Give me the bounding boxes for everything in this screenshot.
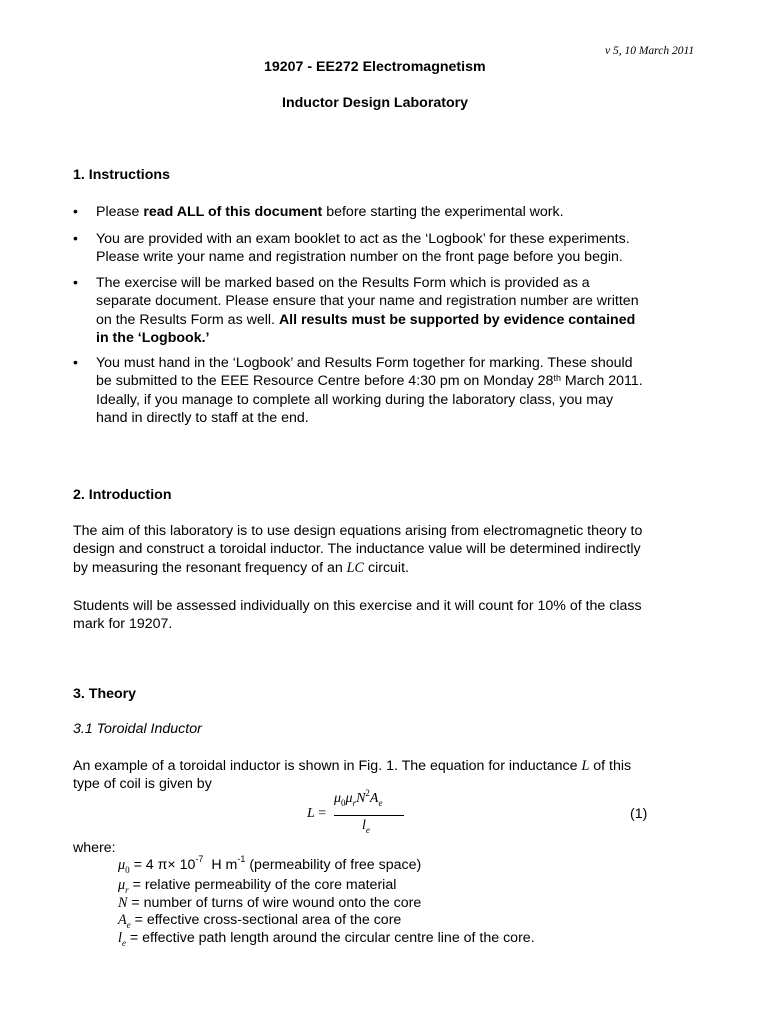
bullet-3-line xyxy=(96,311,706,329)
ae-description: = effective cross-sectional area of the core xyxy=(134,912,402,928)
bullet-2-line: Please write your name and registration number on the front page before you begin. xyxy=(96,249,623,266)
mu0-unit: H m xyxy=(211,857,238,873)
bullet-4-line: Ideally, if you manage to complete all working during the laboratory class, you may xyxy=(96,391,614,408)
n-description: = number of turns of wire wound onto the core xyxy=(131,895,422,911)
definition-mu0: $\mu_0 = 4$ $\pi\times 10^{-7}$ H $m^{-1}$ (permeability of free space) xyxy=(118,854,422,875)
section-heading-instructions: 1. Instructions xyxy=(73,167,170,183)
equation-numerator: $\mu_0\mu_rN^2A_e$ xyxy=(334,788,383,808)
section-heading-introduction: 2. Introduction xyxy=(73,487,172,503)
bullet-marker: • xyxy=(73,354,78,370)
intro-line: Students will be assessed individually on this exercise and it will count for 10% of the class xyxy=(73,598,642,614)
subsection-heading-toroidal-inductor: 3.1 Toroidal Inductor xyxy=(73,721,202,737)
introduction-paragraph-2 xyxy=(73,597,707,634)
bullet-4-line2-post: March 2011. xyxy=(560,373,643,390)
equation-denominator: $l_e$ xyxy=(362,818,370,835)
bullet-3-line4-bold: in the ‘Logbook.’ xyxy=(96,330,210,347)
intro-line3-post: circuit. xyxy=(364,559,409,576)
lc-symbol: LC xyxy=(346,559,365,576)
bullet-1-text-pre: Please xyxy=(96,204,144,220)
section-heading-theory: 3. Theory xyxy=(73,686,137,702)
fraction-bar xyxy=(334,815,404,816)
course-title: 19207 - EE272 Electromagnetism xyxy=(264,59,486,75)
lab-title: Inductor Design Laboratory xyxy=(282,95,469,111)
mur-description: = relative permeability of the core material xyxy=(132,877,397,893)
bullet-4-line2-pre: be submitted to the EEE Resource Centre before 4:30 pm on Monday 28 xyxy=(96,373,554,390)
theory-line xyxy=(73,757,707,775)
bullet-marker: • xyxy=(73,203,78,219)
definition-mur: $\mu_r$ = relative permeability of the core material xyxy=(118,877,397,895)
bullet-4-line: hand in directly to staff at the end. xyxy=(96,410,309,427)
bullet-marker: • xyxy=(73,274,78,290)
intro-line: mark for 19207. xyxy=(73,616,173,633)
instruction-bullet-4 xyxy=(96,354,706,428)
theory-line: type of coil is given by xyxy=(73,776,212,793)
bullet-4-line: You must hand in the ‘Logbook’ and Results Form together for marking. These should xyxy=(96,355,633,371)
intro-line: design and construct a toroidal inductor. The inductance value will be determined indirectly xyxy=(73,541,641,558)
inductance-symbol: L xyxy=(581,758,590,774)
mu0-value: = 4 π× 10 xyxy=(133,857,196,873)
introduction-paragraph-1 xyxy=(73,522,707,577)
bullet-4-line xyxy=(96,372,706,390)
bullet-2-line: You are provided with an exam booklet to act as the ‘Logbook’ for these experiments. xyxy=(96,231,630,247)
bullet-3-line3-bold: All results must be supported by evidence contained xyxy=(278,311,636,328)
where-label: where: xyxy=(73,840,116,856)
definition-ae: $A_e$ = effective cross-sectional area of the core xyxy=(118,912,402,930)
intro-line: The aim of this laboratory is to use design equations arising from electromagnetic theory to xyxy=(73,523,643,539)
bullet-1-text-bold: read ALL of this document xyxy=(143,204,323,220)
mu0-description: (permeability of free space) xyxy=(249,857,422,873)
intro-line xyxy=(73,559,707,577)
bullet-3-line: The exercise will be marked based on the Results Form which is provided as a xyxy=(96,275,590,291)
theory-line1-pre: An example of a toroidal inductor is shown in Fig. 1. The equation for inductance xyxy=(73,758,582,774)
definition-n: N = number of turns of wire wound onto the core xyxy=(118,895,422,911)
intro-line3-pre: by measuring the resonant frequency of an xyxy=(73,559,347,576)
theory-line1-post: of this xyxy=(589,758,632,774)
definition-le: $l_e$ = effective path length around the circular centre line of the core. xyxy=(118,930,535,948)
version-date: v 5, 10 March 2011 xyxy=(605,45,695,57)
le-description: = effective path length around the circular centre line of the core. xyxy=(129,930,535,946)
bullet-marker: • xyxy=(73,230,78,246)
equation-inductance: L = xyxy=(307,806,327,821)
bullet-3-line: separate document. Please ensure that your name and registration number are written xyxy=(96,293,639,310)
bullet-1-text-post: before starting the experimental work. xyxy=(322,204,564,220)
bullet-3-line3-pre: on the Results Form as well. xyxy=(96,311,279,328)
instruction-bullet-3 xyxy=(96,274,706,348)
equation-number: (1) xyxy=(630,806,648,822)
theory-paragraph xyxy=(73,757,707,794)
instruction-bullet-1 xyxy=(96,203,706,221)
instruction-bullet-2 xyxy=(96,230,706,267)
ordinal-suffix: th xyxy=(553,373,561,384)
